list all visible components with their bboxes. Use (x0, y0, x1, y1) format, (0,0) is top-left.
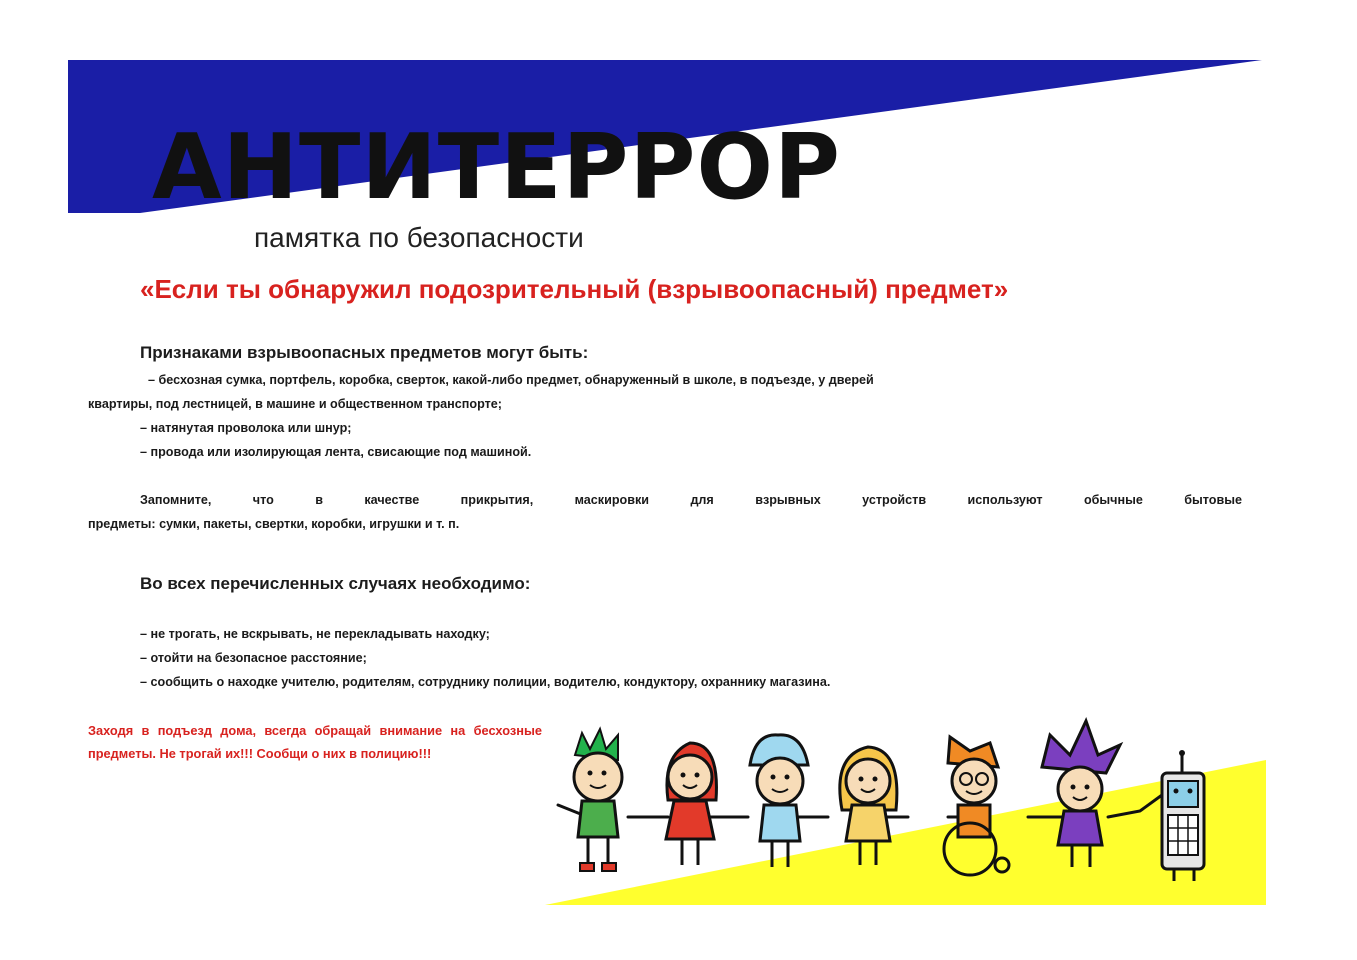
poster-subtitle: памятка по безопасности (254, 222, 584, 253)
signs-item-2: – натянутая проволока или шнур; (140, 421, 352, 435)
signs-item-3: – провода или изолирующая лента, свисающие под машиной. (140, 445, 532, 459)
child-yellow (840, 747, 897, 865)
actions-item-3: – сообщить о находке учителю, родителям, сотруднику полиции, водителю, кондуктору, охраннику магазина. (140, 675, 831, 689)
remember-line-1: Запомните, что в качестве прикрытия, маскировки для взрывных устройств используют обычные бытовые (140, 493, 1242, 507)
child-orange-wheelchair (944, 737, 1009, 875)
warning-note: Заходя в подъезд дома, всегда обращай внимание на бесхозные предметы. Не трогай их!!! Сообщи о них в полицию!!! (88, 723, 542, 761)
signs-item-1-line-2: квартиры, под лестницей, в машине и общественном транспорте; (88, 397, 502, 411)
remember-line-2: предметы: сумки, пакеты, свертки, коробки, игрушки и т. п. (88, 517, 460, 531)
actions-heading: Во всех перечисленных случаях необходимо: (140, 574, 531, 593)
actions-item-2: – отойти на безопасное расстояние; (140, 651, 367, 665)
child-red (666, 743, 716, 865)
poster-title: АНТИТЕРРОР (152, 115, 841, 220)
signs-heading: Признаками взрывоопасных предметов могут быть: (140, 343, 589, 362)
robot (1162, 750, 1204, 881)
child-purple (1042, 721, 1120, 867)
actions-item-1: – не трогать, не вскрывать, не перекладывать находку; (140, 627, 490, 641)
children-holding-hands-illustration (550, 715, 1240, 885)
child-green (574, 729, 622, 871)
signs-item-1-line-1: – бесхозная сумка, портфель, коробка, сверток, какой-либо предмет, обнаруженный в школе, в подъезде, у дверей (148, 373, 874, 387)
child-blue (750, 735, 808, 867)
headline: «Если ты обнаружил подозрительный (взрывоопасный) предмет» (140, 274, 1009, 304)
